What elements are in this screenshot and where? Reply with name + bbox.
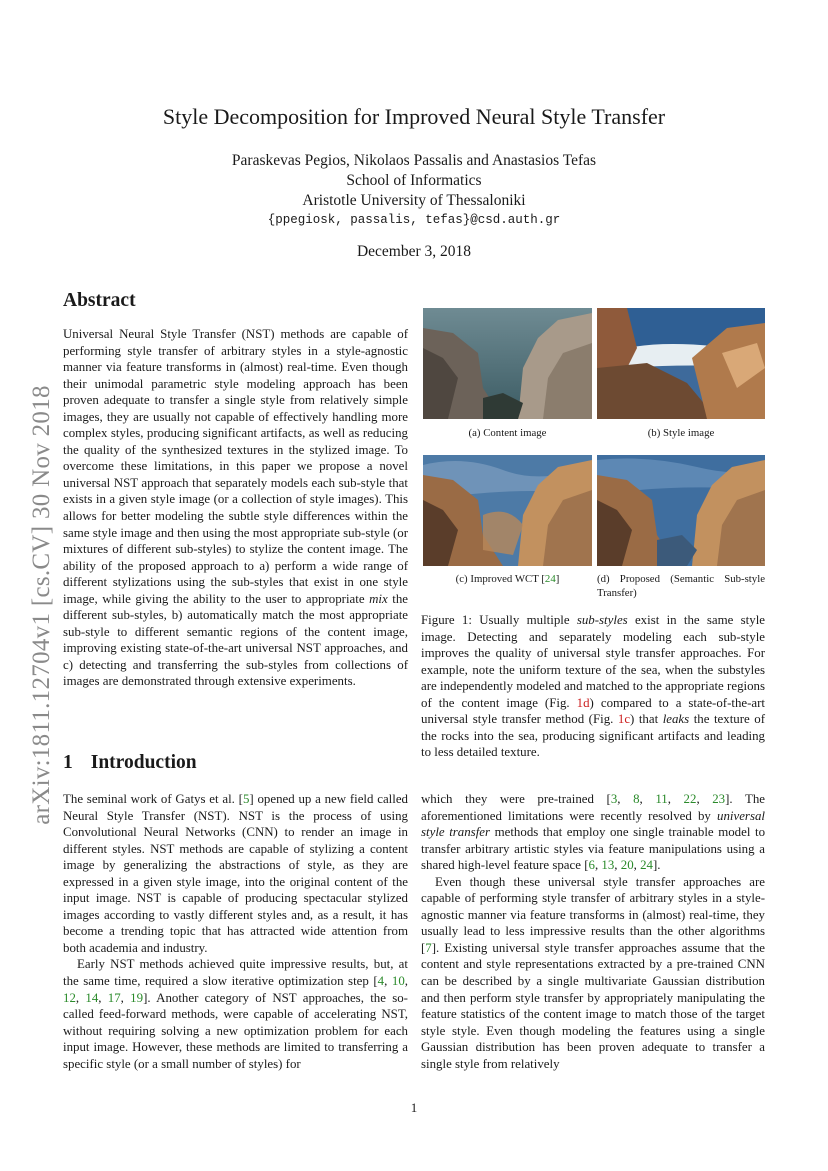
affiliation-university: Aristotle University of Thessaloniki [302,192,526,209]
abstract-text-part1: Universal Neural Style Transfer (NST) methods are capable of performing style transfer of arbitrary styles in a style-agnostic manner via feature transforms in (almost) real-time. Even though their unimodal parametric style modeling approach has been proven adequate to transfer a single style from relatively simple images, they are usually not capable of effectively handling more complex styles, producing significant artifacts, as well as reducing the quality of the synthesized textures in the stylized image. To overcome these limitations, in this paper we propose a novel universal NST approach that separately models each sub-style that exists in a given style image (or a collection of style images). This allows for better modeling the subtle style differences within the same style image and then using the most appropriate sub-style (or mixtures of different sub-styles) to stylize the content image. The ability of the proposed approach to a) perform a wide range of different stylizations using the sub-styles that exist in one style image, while giving the ability to the user to appropriate [63,327,408,606]
subcaption-c: (c) Improved WCT [24] [455,573,560,585]
figure-ref-link[interactable]: 1d [576,695,590,710]
intro-paragraph-3: which they were pre-trained [3, 8, 11, 22, 23]. The aforementioned limitations were recently resolved by universal style transfer methods that employ one single trainable model to transfer arbitrary artistic styles via feature manipulations using a shared high-level feature space [6, 13, 20, 24]. [421,792,766,873]
intro-left-column [63,791,408,1072]
citation-link[interactable]: 24 [640,858,653,873]
figure-improved-wct-image [423,455,592,566]
arxiv-sidebar [22,360,62,850]
paper-date: December 3, 2018 [356,243,472,260]
intro-paragraph-2: Early NST methods achieved quite impressive results, but, at the same time, required a slow iterative optimization step [4, 10, 12, 14, 17, 19]. Another category of NST approaches, the so-called feed-forward methods, were capable of accelerating NST, without requiring solving a new optimization problem for each input image. However, these methods are limited to transferring a specific style (or a small number of styles) for [63,957,408,1071]
citation-link[interactable]: 11 [655,792,668,806]
citation-link[interactable]: 8 [633,792,640,806]
citation-link[interactable]: 12 [63,990,76,1005]
abstract-section [63,290,408,690]
intro-heading [63,752,408,774]
subcaption-b: (b) Style image [647,427,715,439]
citation-link[interactable]: 6 [588,858,595,873]
citation-link[interactable]: 19 [130,990,144,1005]
citation-link[interactable]: 13 [601,858,615,873]
citation-link[interactable]: 5 [242,792,250,806]
intro-section-number: 1 [63,752,73,773]
citation-link[interactable]: 4 [377,974,385,989]
figure-ref-link[interactable]: 1c [617,712,631,727]
intro-paragraph-1: The seminal work of Gatys et al. [5] opened up a new field called Neural Style Transfer (NST). NST is the process of using Convolutional Neural Networks (CNN) to render an image in different styles. NST methods are capable of stylizing a content image by generalizing the abstractions of style, as they are expressed in a given style image, into the original content of the input image. NST is capable of producing spectacular stylized images according to vastly different styles and, as a result, it has become a trending topic that has attracted wide attention from both academia and industry. [63,792,408,955]
citation-link[interactable]: 14 [85,990,99,1005]
improved-wct-result [423,455,592,566]
figure-content-image [423,308,592,419]
abstract-text-part2: the different sub-styles, b) automatically match the most appropriate sub-style to different semantic regions of the content image, improving existing state-of-the-art universal NST approaches, and c) detecting and transferring the sub-styles from collections of images are demonstrated through extensive experiments. [63,591,408,689]
citation-link[interactable]: 20 [620,858,634,873]
abstract-heading: Abstract [63,290,136,311]
citation-link[interactable]: 10 [391,974,405,989]
figure-style-image [597,308,765,419]
intro-paragraph-4: Even though these universal style transfer approaches are capable of performing style transfer of arbitrary styles in a style-agnostic manner via feature transforms in (almost) real-time, they usually lead to less impressive results than the other algorithms [7]. Existing universal style transfer approaches assume that the content and style representations extracted by a pre-trained CNN can be described by a single multivariate Gaussian distribution and then perform style transfer by appropriately manipulating the feature statistics of the content image to match those of the target style style. Even though modeling the features using a single Gaussian distribution has been proven adequate to transfer a single style from relatively [421,874,765,1071]
citation-link[interactable]: 17 [107,990,121,1005]
arxiv-identifier: arXiv:1811.12704v1 [cs.CV] 30 Nov 2018 [28,385,55,825]
figure-caption: Figure 1: Usually multiple sub-styles exist in the same style image. Detecting and separately modeling each sub-style improves the quality of universal style transfer approaches. For example, note the uniform texture of the sea, when the substyles are independently modeled and matched to the appropriate regions of the content image (Fig. 1d) compared to a state-of-the-art universal style transfer method (Fig. 1c) that leaks the texture of the rocks into the sea, producing significant artifacts and leading to less detailed texture. [421,613,765,760]
abstract-body [63,326,408,690]
intro-right-column [421,791,765,1072]
page-number: 1 [410,1100,418,1115]
citation-link[interactable]: 3 [610,792,618,806]
intro-section-title: Introduction [90,752,197,773]
citation-link[interactable]: 7 [425,940,432,955]
subcaption-d: (d) Proposed (Semantic Sub-style Transfer) [597,573,765,599]
style-image-painting [597,308,765,419]
figure-proposed-image [597,455,765,566]
content-image-photo [423,308,592,419]
authors: Paraskevas Pegios, Nikolaos Passalis and Anastasios Tefas [231,152,597,169]
subcaption-a: (a) Content image [468,427,547,439]
proposed-result [597,455,765,566]
abstract-mix-emphasis: mix [369,591,388,606]
citation-link[interactable]: 22 [683,792,697,806]
paper-title: Style Decomposition for Improved Neural Style Transfer [162,104,666,129]
citation-link[interactable]: 23 [712,792,726,806]
author-emails: {ppegiosk, passalis, tefas}@csd.auth.gr [267,213,561,227]
citation-link[interactable]: 24 [544,573,556,585]
affiliation-school: School of Informatics [346,172,482,189]
